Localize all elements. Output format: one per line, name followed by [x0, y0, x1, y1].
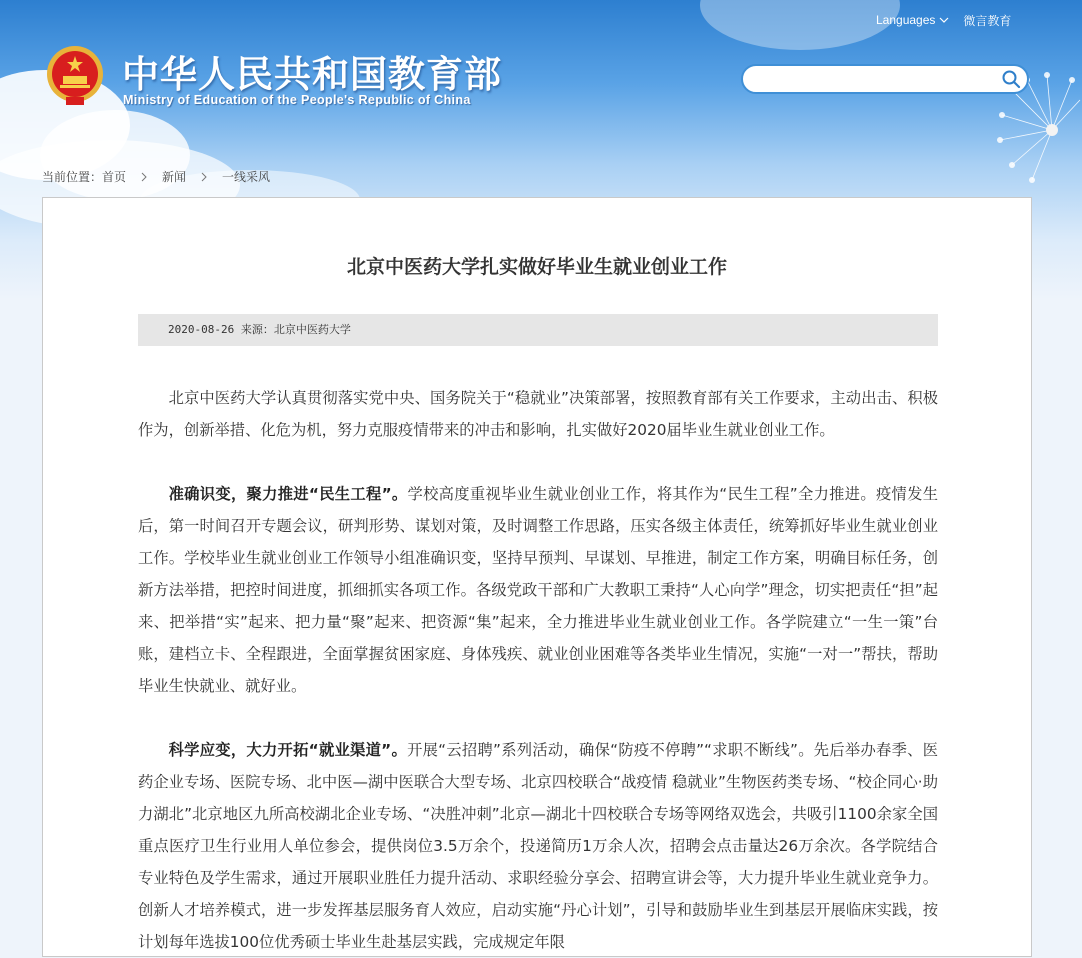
article-meta [138, 314, 938, 346]
top-links [876, 12, 1011, 28]
breadcrumb-news[interactable]: 新闻 [162, 170, 187, 184]
article-title: 北京中医药大学扎实做好毕业生就业创业工作 [346, 256, 727, 278]
breadcrumb-frontline[interactable]: 一线采风 [222, 170, 271, 184]
paragraph-text: 开展“云招聘”系列活动，确保“防疫不停聘”“求职不断线”。先后举办春季、医药企业专场、医院专场、北中医—湖中医联合大型专场、北京四校联合“战疫情 稳就业”生物医药类专场、“校企同心·助力湖北”北京地区九所高校湖北企业专场、“决胜冲刺”北京—湖北十四校联合专场等网络双选会，共吸引1100余家全国重点医疗卫生行业用人单位参会，提供岗位3.5万余个，投递简历1万余人次，招聘会点击量达26万余次。各学院结合专业特色及学生需求，通过开展职业胜任力提升活动、求职经验分享会、招聘宣讲会等，大力提升毕业生就业竞争力。创新人才培养模式，进一步发挥基层服务育人效应，启动实施“丹心计划”，引导和鼓励毕业生到基层开展临床实践，按计划每年选拔100位优秀硕士毕业生赴基层实践，完成规定年限 [138, 741, 938, 951]
article-paragraph [138, 382, 938, 446]
site-title-en: Ministry of Education of the People's Republic of China [123, 93, 471, 107]
languages-dropdown[interactable] [876, 13, 949, 27]
paragraph-lead: 准确识变，聚力推进“民生工程”。 [168, 485, 408, 503]
breadcrumb-prefix: 当前位置： [42, 170, 103, 184]
article-paragraph [138, 734, 938, 958]
chevron-right-icon [140, 172, 148, 182]
search-box [741, 64, 1029, 94]
weibo-link[interactable]: 微言教育 [963, 13, 1012, 28]
article-card [42, 197, 1032, 957]
search-input[interactable] [757, 70, 991, 92]
cloud-decoration [700, 0, 900, 50]
paragraph-lead: 科学应变，大力开拓“就业渠道”。 [168, 741, 408, 759]
chevron-right-icon [200, 172, 208, 182]
breadcrumb-home[interactable]: 首页 [102, 170, 127, 184]
chevron-down-icon [939, 16, 949, 24]
paragraph-text: 学校高度重视毕业生就业创业工作，将其作为“民生工程”全力推进。疫情发生后，第一时间召开专题会议，研判形势、谋划对策，及时调整工作思路，压实各级主体责任，统筹抓好毕业生就业创业工作。学校毕业生就业创业工作领导小组准确识变，坚持早预判、早谋划、早推进，制定工作方案，明确目标任务，创新方法举措，把控时间进度，抓细抓实各项工作。各级党政干部和广大教职工秉持“人心向学”理念，切实把责任“担”起来、把举措“实”起来、把力量“聚”起来、把资源“集”起来，全力推进毕业生就业创业工作。各学院建立“一生一策”台账，建档立卡、全程跟进，全面掌握贫困家庭、身体残疾、就业创业困难等各类毕业生情况，实施“一对一”帮扶，帮助毕业生快就业、就好业。 [138, 485, 938, 695]
paragraph-text: 北京中医药大学认真贯彻落实党中央、国务院关于“稳就业”决策部署，按照教育部有关工作要求，主动出击、积极作为，创新举措、化危为机，努力克服疫情带来的冲击和影响，扎实做好2020届毕业生就业创业工作。 [138, 389, 938, 439]
search-icon[interactable] [1001, 69, 1021, 89]
breadcrumb [42, 168, 270, 185]
article-paragraph [138, 478, 938, 702]
dandelion-decoration [972, 20, 1082, 200]
article-date: 2020-08-26 [168, 323, 235, 336]
national-emblem-icon [44, 44, 106, 108]
article-source: 来源：北京中医药大学 [240, 323, 351, 336]
languages-label: Languages [876, 13, 936, 27]
site-title-cn[interactable]: 中华人民共和国教育部 [122, 53, 502, 96]
article-content [138, 382, 938, 958]
